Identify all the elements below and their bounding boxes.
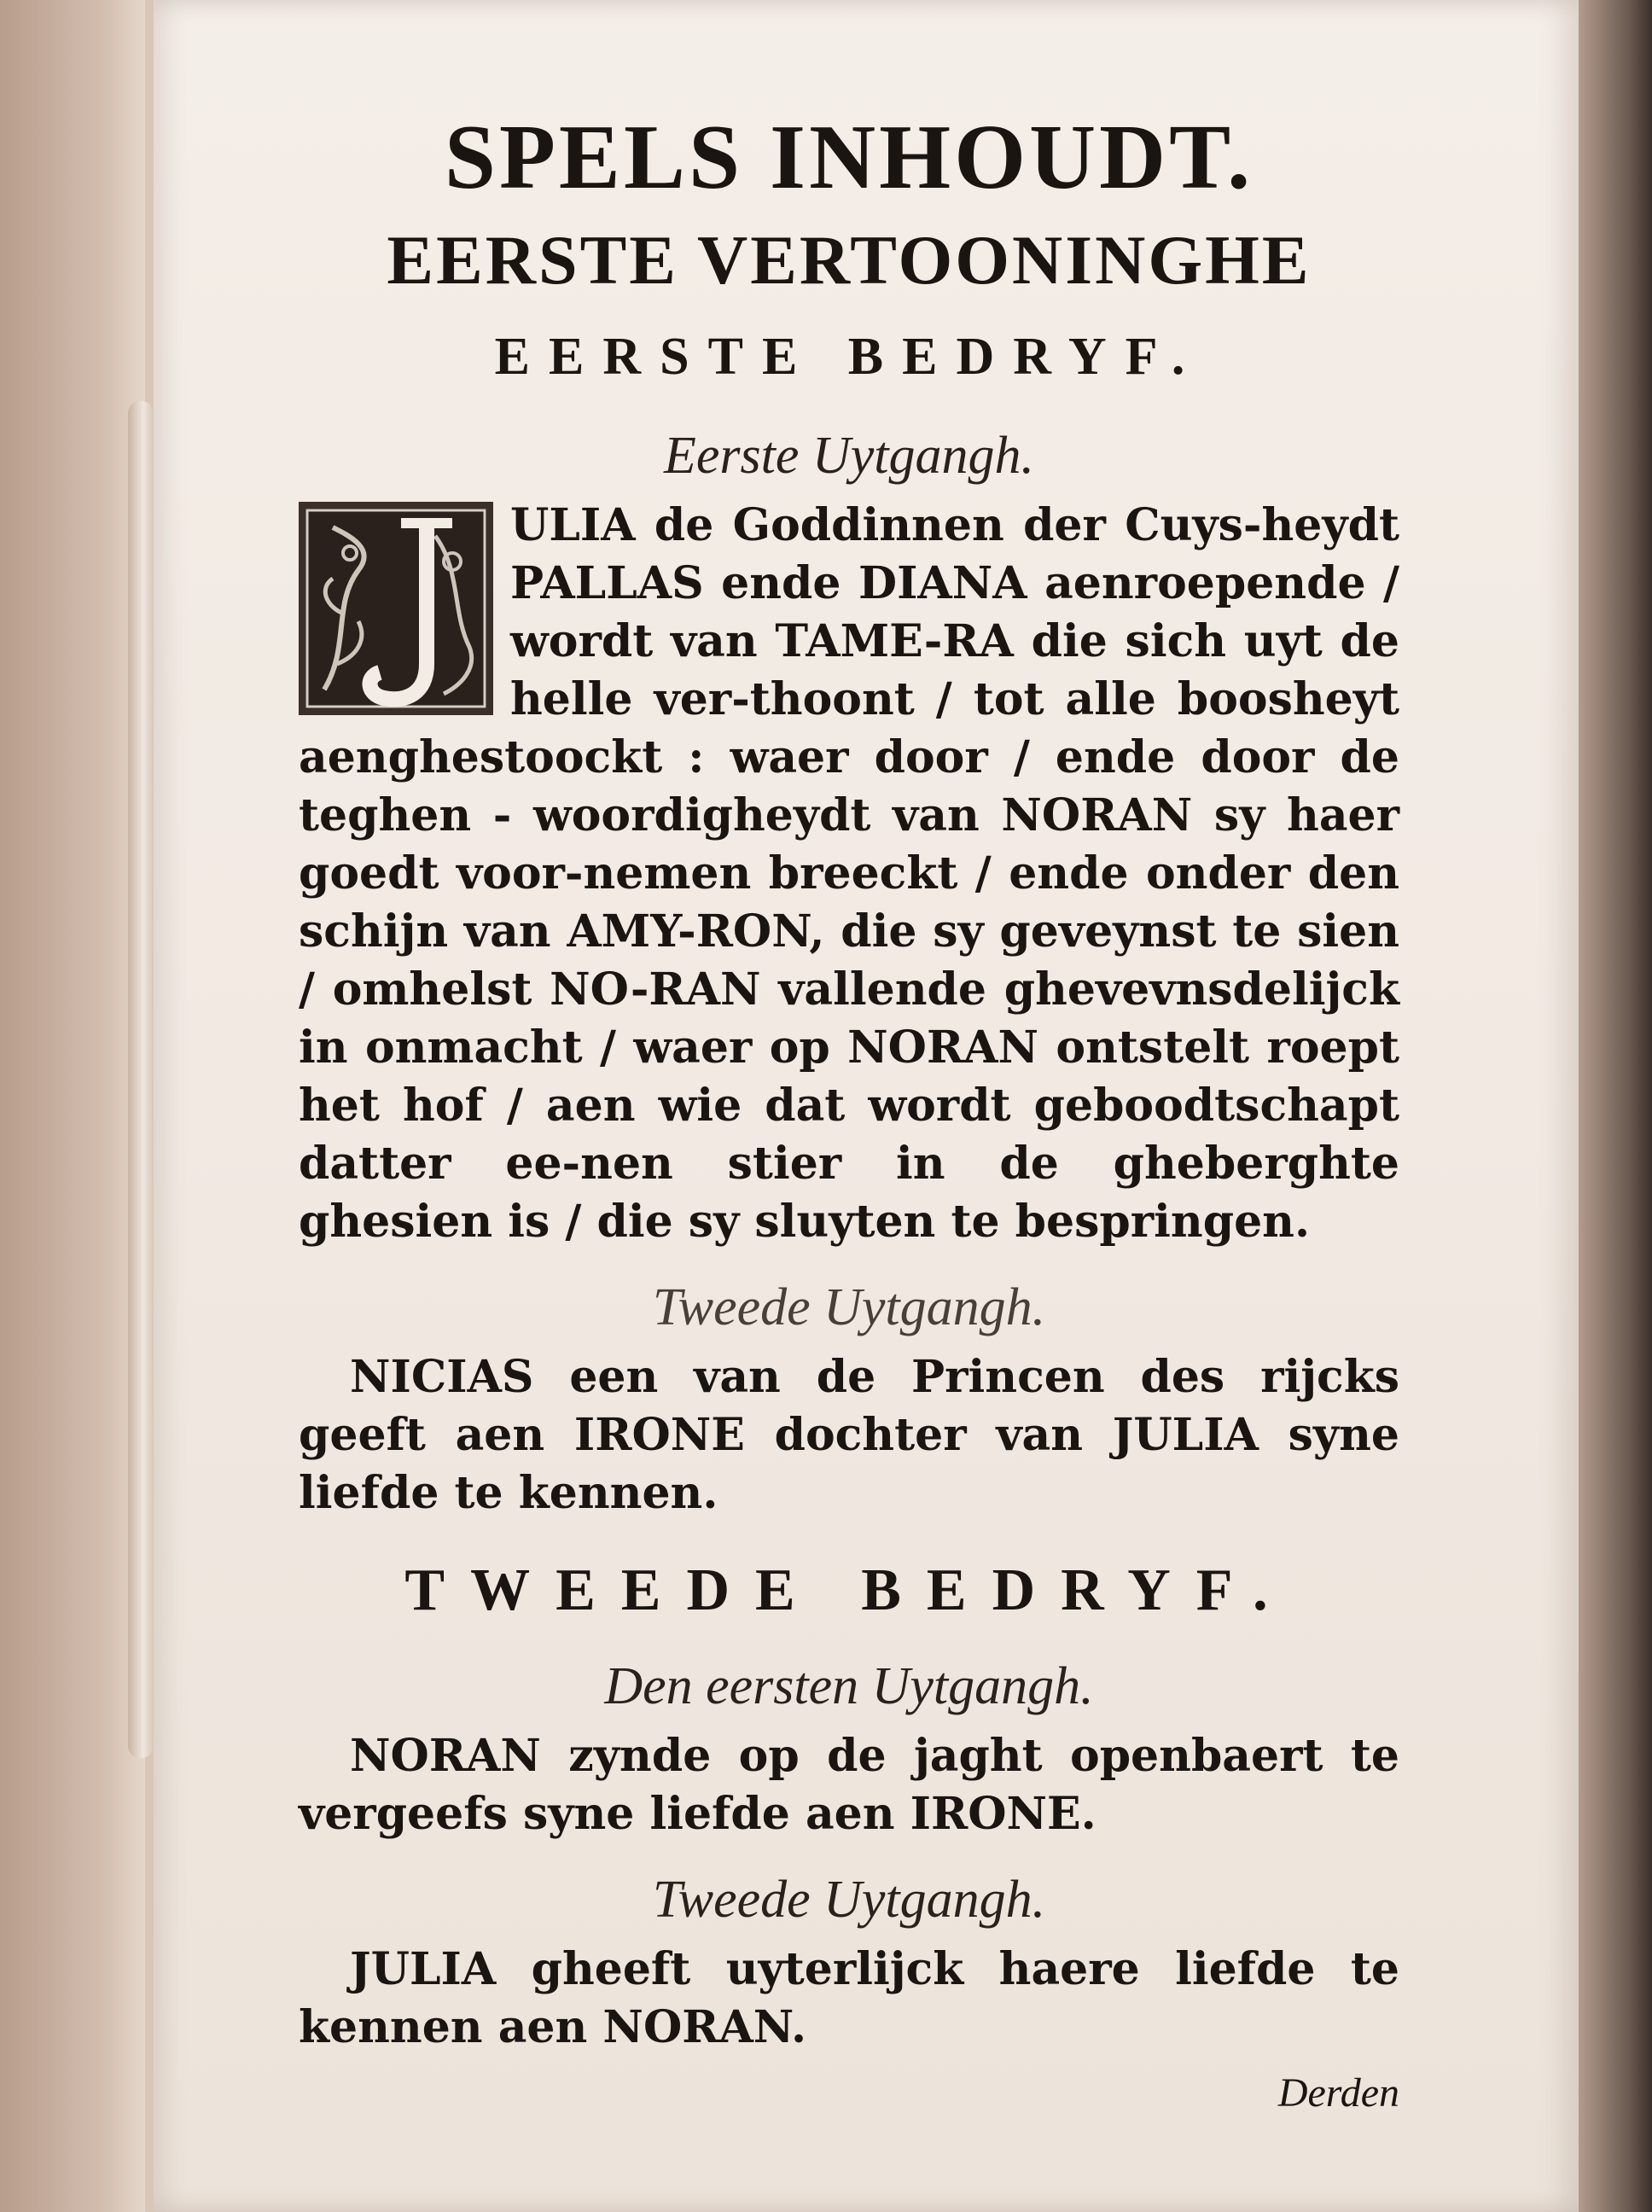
act2-scene1-heading: Den eersten Uytgangh. — [604, 1657, 1094, 1715]
act2-scene2-text: JULIA gheeft uyterlijck haere liefde te kennen aen NORAN. — [299, 1943, 1399, 2053]
floral-ornament-icon — [299, 502, 493, 715]
act1-scene1-block — [299, 497, 1399, 1251]
book-binding-left — [0, 0, 145, 2212]
page-title: SPELS INHOUDT. — [444, 107, 1254, 208]
book-binding-right — [1575, 0, 1652, 2212]
catchword: Derden — [1277, 2070, 1399, 2116]
page-edge — [128, 401, 154, 1758]
act1-heading: EERSTE BEDRYF. — [494, 328, 1204, 386]
book-page — [154, 0, 1579, 2212]
act2-scene1-text: NORAN zynde op de jaght openbaert te vergeefs syne liefde aen IRONE. — [299, 1730, 1399, 1840]
act1-scene2-heading: Tweede Uytgangh. — [652, 1278, 1046, 1336]
act1-scene2-text: NICIAS een van de Princen des rijcks geeft aen IRONE dochter van JULIA syne liefde te kennen. — [299, 1351, 1399, 1519]
decorated-initial — [299, 502, 493, 715]
page-subtitle: EERSTE VERTOONINGHE — [387, 221, 1312, 299]
page-content — [299, 102, 1399, 2116]
act1-scene1-text: ULIA de Goddinnen der Cuys-heydt PALLAS ende DIANA aenroepende / wordt van TAME-RA die sich uyt de helle ver-thoont / tot alle boosheyt aenghestoockt : waer door / ende door de teghen - woordigheydt van NORAN sy haer goedt voor-nemen breeckt / ende onder den schijn van AMY-RON, die sy geveynst te sien / omhelst NO-RAN vallende ghevevnsdelijck in onmacht / waer op NORAN ontstelt roept het hof / aen wie dat wordt geboodtschapt datter ee-nen stier in de gheberghte ghesien is / die sy sluyten te bespringen. — [299, 499, 1399, 1248]
act2-heading: TWEEDE BEDRYF. — [404, 1557, 1294, 1623]
act1-scene1-heading: Eerste Uytgangh. — [664, 427, 1034, 485]
act2-scene2-heading: Tweede Uytgangh. — [652, 1871, 1046, 1929]
